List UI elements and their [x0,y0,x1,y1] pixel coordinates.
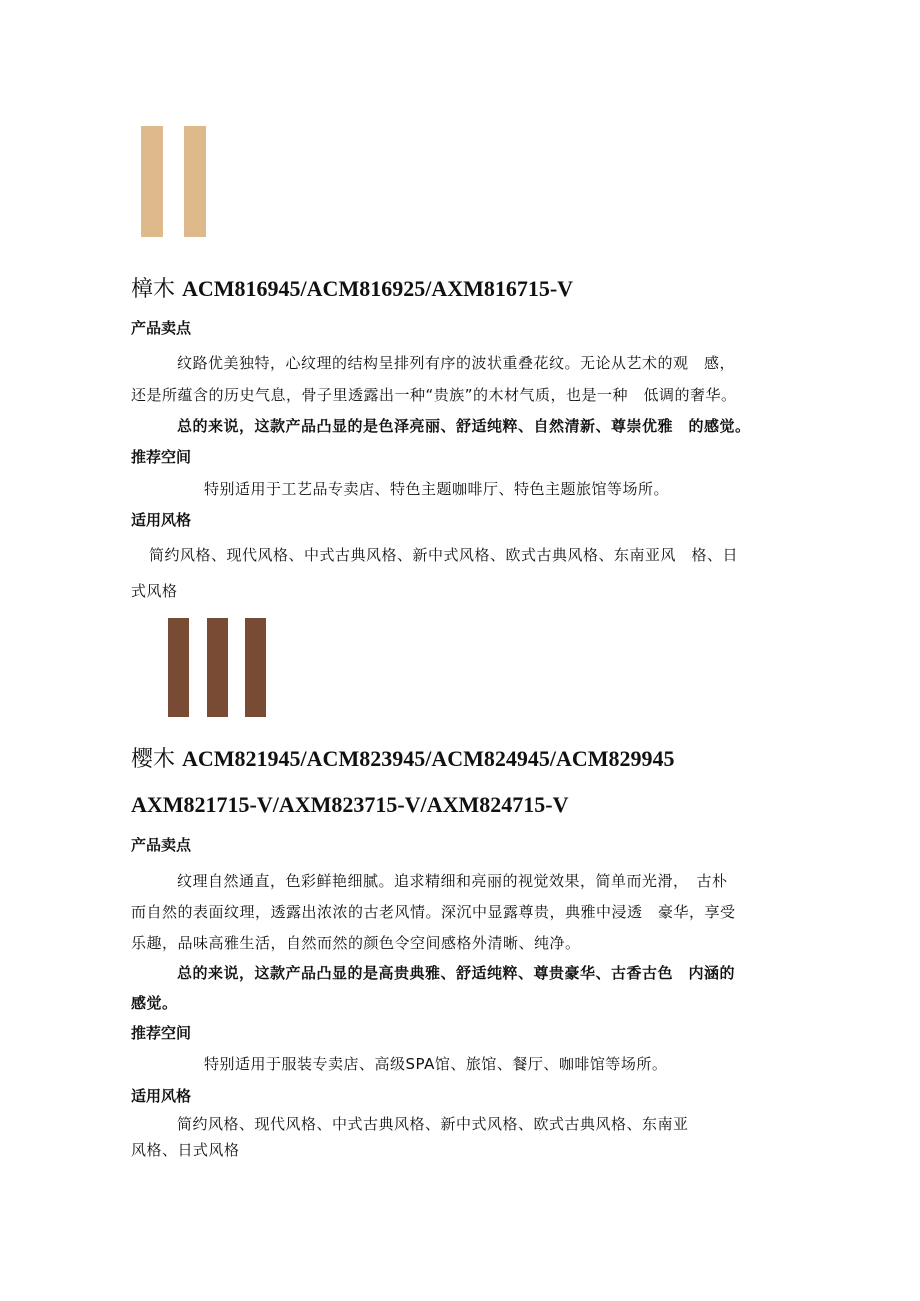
section1-selling-head: 产品卖点 [131,319,192,337]
section2-summary-line1: 总的来说，这款产品凸显的是高贵典雅、舒适纯粹、尊贵豪华、古香古色 内涵的 [177,964,736,982]
section2-selling-head: 产品卖点 [131,836,192,854]
section2-space-head: 推荐空间 [131,1024,192,1042]
section2-title [131,742,675,773]
section2-style-line1: 简约风格、现代风格、中式古典风格、新中式风格、欧式古典风格、东南亚 [177,1115,689,1133]
section1-summary: 总的来说，这款产品凸显的是色泽亮丽、舒适纯粹、自然清新、尊崇优雅 的感觉。 [177,417,751,435]
section2-style-line2: 风格、日式风格 [131,1141,240,1159]
section1-title-cn: 樟木 [131,277,176,302]
section1-title [131,272,573,303]
section1-style-line1: 简约风格、现代风格、中式古典风格、新中式风格、欧式古典风格、东南亚风 格、日 [149,546,739,564]
cherry-swatch-1 [168,618,189,717]
section2-title-codes: ACM821945/ACM823945/ACM824945/ACM829945 [182,746,675,771]
section1-space-text: 特别适用于工艺品专卖店、特色主题咖啡厅、特色主题旅馆等场所。 [204,480,670,498]
section1-style-head: 适用风格 [131,511,192,529]
camphor-swatch-2 [184,126,206,237]
section2-summary-line2: 感觉。 [131,994,178,1012]
section1-title-codes: ACM816945/ACM816925/AXM816715-V [182,276,574,301]
section2-title-cn: 樱木 [131,747,176,772]
section2-title-codes-line2: AXM821715-V/AXM823715-V/AXM824715-V [131,792,569,817]
section1-desc-line2: 还是所蕴含的历史气息，骨子里透露出一种“贵族”的木材气质，也是一种 低调的奢华。 [131,386,737,404]
section2-desc-line3: 乐趣，品味高雅生活，自然而然的颜色令空间感格外清晰、纯净。 [131,934,581,952]
camphor-swatch-1 [141,126,163,237]
section2-space-text: 特别适用于服装专卖店、高级SPA馆、旅馆、餐厅、咖啡馆等场所。 [204,1055,668,1073]
section2-style-head: 适用风格 [131,1087,192,1105]
section1-style-line2: 式风格 [131,582,178,600]
section1-desc-line1: 纹路优美独特，心纹理的结构呈排列有序的波状重叠花纹。无论从艺术的观 感， [177,354,736,372]
section2-desc-line1: 纹理自然通直，色彩鲜艳细腻。追求精细和亮丽的视觉效果，简单而光滑， 古朴 [177,872,728,890]
section2-desc-line2: 而自然的表面纹理，透露出浓浓的古老风情。深沉中显露尊贵，典雅中浸透 豪华，享受 [131,903,736,921]
cherry-swatch-2 [207,618,228,717]
cherry-swatch-3 [245,618,266,717]
section1-space-head: 推荐空间 [131,448,192,466]
